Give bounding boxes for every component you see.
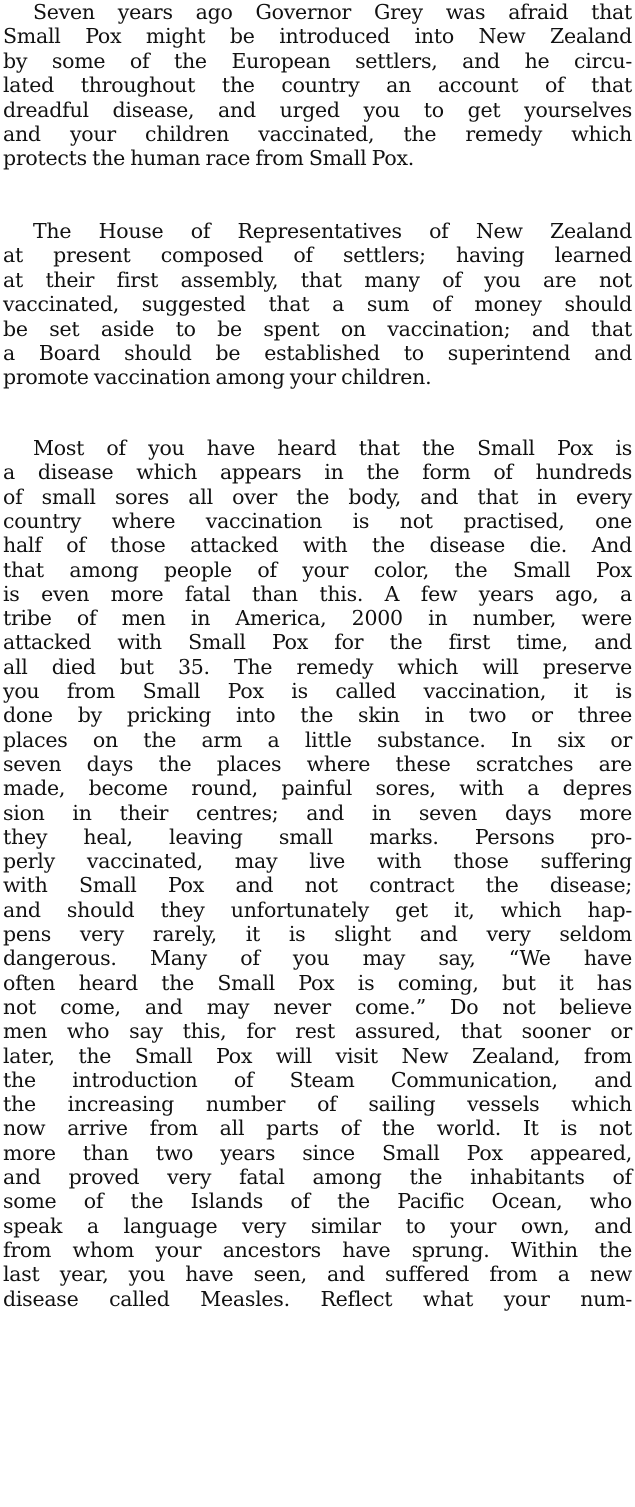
text-line: that among people of your color, the Small Pox xyxy=(3,557,632,582)
text-line: all died but 35. The remedy which will preserve xyxy=(3,654,632,679)
text-line: the increasing number of sailing vessels which xyxy=(3,1092,632,1117)
text-line: promote vaccination among your children. xyxy=(3,365,432,390)
text-line: a Board should be established to superintend and xyxy=(3,341,632,365)
text-line: pens very rarely, it is slight and very seldom xyxy=(3,922,632,946)
text-line: often heard the Small Pox is coming, but it has xyxy=(3,970,632,995)
text-line: be set aside to be spent on vaccination; and that xyxy=(3,316,632,341)
text-line: they heal, leaving small marks. Persons pro- xyxy=(3,824,632,849)
text-line: and proved very fatal among the inhabitants of xyxy=(3,1165,632,1189)
text-line: made, become round, painful sores, with a depres xyxy=(3,776,632,801)
text-line: perly vaccinated, may live with those suffering xyxy=(3,849,632,874)
text-line: dangerous. Many of you may say, “We have xyxy=(3,946,632,971)
text-line: more than two years since Small Pox appeared, xyxy=(3,1140,632,1165)
text-line: Most of you have heard that the Small Pox is xyxy=(33,436,632,460)
text-line: a disease which appears in the form of hundreds xyxy=(3,460,632,485)
text-line: lated throughout the country an account of that xyxy=(3,73,632,98)
text-line: Small Pox might be introduced into New Zealand xyxy=(3,24,632,49)
text-line: and your children vaccinated, the remedy which xyxy=(3,122,632,146)
text-line: is even more fatal than this. A few years ago, a xyxy=(3,581,632,606)
text-line: at present composed of settlers; having learned xyxy=(3,243,632,268)
text-line: disease called Measles. Reflect what your num- xyxy=(3,1286,632,1311)
text-line: protects the human race from Small Pox. xyxy=(3,146,415,171)
text-line: of small sores all over the body, and that in every xyxy=(3,484,632,509)
text-line: country where vaccination is not practised, one xyxy=(3,508,632,533)
text-line: later, the Small Pox will visit New Zealand, from xyxy=(3,1043,632,1068)
text-line: at their first assembly, that many of you are not xyxy=(3,267,632,292)
text-line: done by pricking into the skin in two or three xyxy=(3,703,632,728)
text-line: seven days the places where these scratches are xyxy=(3,751,632,776)
text-line: sion in their centres; and in seven days more xyxy=(3,800,632,825)
text-line: speak a language very similar to your own, and xyxy=(3,1213,632,1238)
text-line: by some of the European settlers, and he circu- xyxy=(3,48,632,73)
text-line: last year, you have seen, and suffered from a new xyxy=(3,1262,632,1287)
text-line: Seven years ago Governor Grey was afraid that xyxy=(33,0,632,24)
text-line: vaccinated, suggested that a sum of money should xyxy=(3,292,632,317)
text-line: the introduction of Steam Communication, and xyxy=(3,1067,632,1092)
text-line: dreadful disease, and urged you to get yourselves xyxy=(3,97,632,122)
text-line: tribe of men in America, 2000 in number, were xyxy=(3,606,632,631)
text-line: from whom your ancestors have sprung. Within the xyxy=(3,1237,632,1262)
text-line: not come, and may never come.” Do not believe xyxy=(3,994,632,1019)
text-line: attacked with Small Pox for the first time, and xyxy=(3,630,632,655)
text-line: men who say this, for rest assured, that sooner or xyxy=(3,1019,632,1044)
text-line: places on the arm a little substance. In six or xyxy=(3,727,632,752)
text-line: The House of Representatives of New Zealand xyxy=(33,219,632,243)
text-line: you from Small Pox is called vaccination, it is xyxy=(3,679,632,703)
text-line: and should they unfortunately get it, which hap- xyxy=(3,897,632,922)
text-line: some of the Islands of the Pacific Ocean, who xyxy=(3,1189,632,1214)
text-line: with Small Pox and not contract the disease; xyxy=(3,873,632,898)
text-line: half of those attacked with the disease die. And xyxy=(3,533,632,558)
text-line: now arrive from all parts of the world. It is not xyxy=(3,1116,632,1141)
